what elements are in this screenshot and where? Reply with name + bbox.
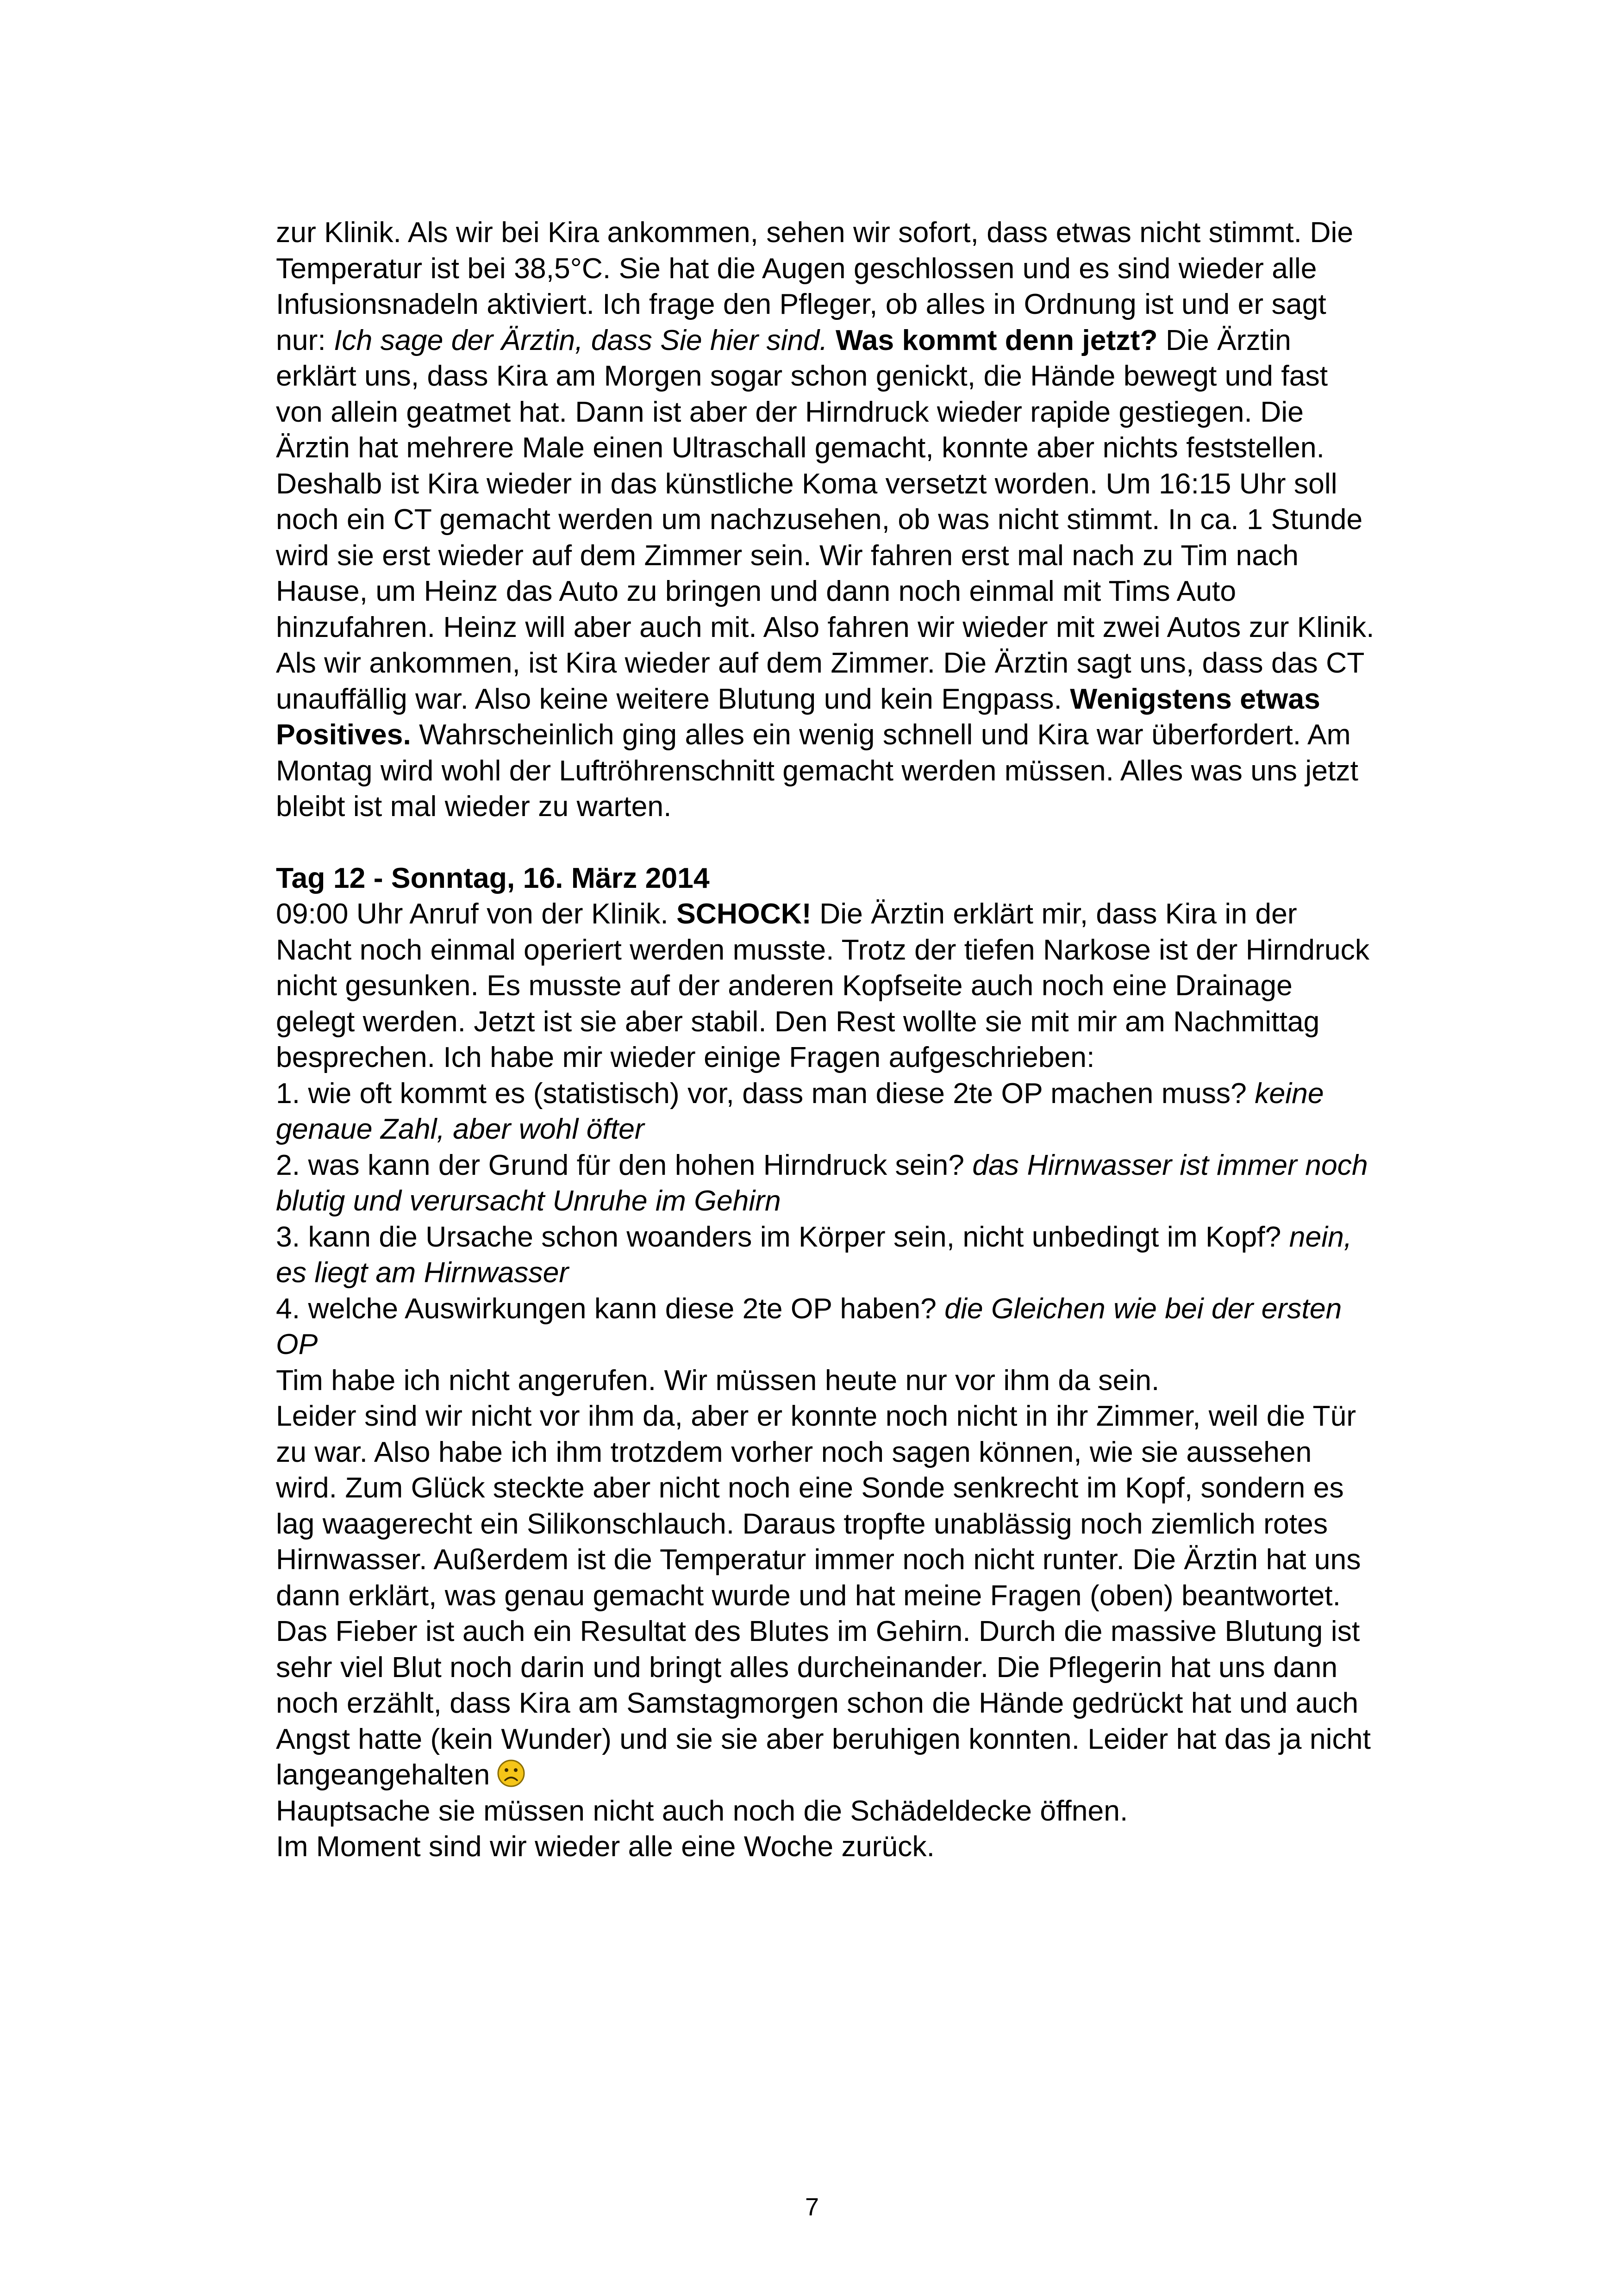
question-item [276,1219,1378,1291]
text-run: Die Ärztin erklärt uns, dass Kira am Morgen sogar schon genickt, die Hände bewegt und fast von allein geatmet hat. Dann ist aber der Hirndruck wieder rapide gestiegen. Die Ärztin hat mehrere Male einen Ultraschall gemacht, konnte aber nichts feststellen. Deshalb ist Kira wieder in das künstliche Koma versetzt worden. Um 16:15 Uhr soll noch ein CT gemacht werden um nachzusehen, ob was nicht stimmt. In ca. 1 Stunde wird sie erst wieder auf dem Zimmer sein. Wir fahren erst mal nach zu Tim nach Hause, um Heinz das Auto zu bringen und dann noch einmal mit Tims Auto hinzufahren. Heinz will aber auch mit. Also fahren wir wieder mit zwei Autos zur Klinik. Als wir ankommen, ist Kira wieder auf dem Zimmer. Die Ärztin sagt uns, dass das CT unauffällig war. Also keine weitere Blutung und kein Engpass. [276,324,1374,715]
text-run: zur Klinik. Als wir bei Kira ankommen, sehen wir sofort, dass etwas nicht stimmt. Die Temperatur ist bei 38,5°C. Sie hat die Augen geschlossen und es sind wieder alle Infusionsnadeln aktiviert. Ich frage den Pfleger, ob alles in Ordnung ist und er sagt nur: [276,216,1354,356]
paragraph-body [276,1398,1378,1793]
page-content [276,215,1378,1865]
question-item [276,1148,1378,1219]
line-hauptsache: Hauptsache sie müssen nicht auch noch die Schädeldecke öffnen. [276,1794,1128,1827]
bold-question: Was kommt denn jetzt? [835,324,1158,356]
question-text: 4. welche Auswirkungen kann diese 2te OP haben? [276,1292,945,1325]
page-number: 7 [805,2193,819,2221]
day-intro [276,896,1378,1076]
text-run: Wahrscheinlich ging alles ein wenig schnell und Kira war überfordert. Am Montag wird wohl der Luftröhrenschnitt gemacht werden müssen. Alles was uns jetzt bleibt ist mal wieder zu warten. [276,718,1358,823]
bold-positive: Wenigstens etwas Positives. [276,682,1320,751]
text-run: Leider sind wir nicht vor ihm da, aber er konnte noch nicht in ihr Zimmer, weil die Tür zu war. Also habe ich ihm trotzdem vorher noch sagen können, wie sie aussehen wird. Zum Glück steckte aber nicht noch eine Sonde senkrecht im Kopf, sondern es lag waagerecht ein Silikonschlauch. Daraus tropfte unablässig noch ziemlich rotes Hirnwasser. Außerdem ist die Temperatur immer noch nicht runter. Die Ärztin hat uns dann erklärt, was genau gemacht wurde und hat meine Fragen (oben) beantwortet. Das Fieber ist auch ein Resultat des Blutes im Gehirn. Durch die massive Blutung ist sehr viel Blut noch darin und bringt alles durcheinander. Die Pflegerin hat uns dann noch erzählt, dass Kira am Samstagmorgen schon die Hände gedrückt hat und auch Angst hatte (kein Wunder) und sie sie aber beruhigen konnten. Leider hat das ja nicht langeangehalten [276,1400,1371,1791]
question-text: 1. wie oft kommt es (statistisch) vor, dass man diese 2te OP machen muss? [276,1077,1255,1110]
paragraph-intro [276,215,1378,825]
text-run: 09:00 Uhr Anruf von der Klinik. [276,898,677,930]
answer-text: nein, es liegt am Hirnwasser [276,1220,1352,1289]
question-item [276,1291,1378,1363]
day-heading: Tag 12 - Sonntag, 16. März 2014 [276,861,710,894]
italic-quote: Ich sage der Ärztin, dass Sie hier sind. [334,324,828,356]
bold-shock: SCHOCK! [676,898,812,930]
tim-line: Tim habe ich nicht angerufen. Wir müssen heute nur vor ihm da sein. [276,1364,1160,1397]
question-text: 2. was kann der Grund für den hohen Hirndruck sein? [276,1148,973,1181]
question-text: 3. kann die Ursache schon woanders im Körper sein, nicht unbedingt im Kopf? [276,1220,1289,1253]
answer-text: keine genaue Zahl, aber wohl öfter [276,1077,1324,1145]
line-moment: Im Moment sind wir wieder alle eine Woche zurück. [276,1830,935,1863]
question-item [276,1076,1378,1148]
text-run: Die Ärztin erklärt mir, dass Kira in der Nacht noch einmal operiert werden musste. Trotz der tiefen Narkose ist der Hirndruck nicht gesunken. Es musste auf der anderen Kopfseite auch noch eine Drainage gelegt werden. Jetzt ist sie aber stabil. Den Rest wollte sie mit mir am Nachmittag besprechen. Ich habe mir wieder einige Fragen aufgeschrieben: [276,898,1370,1073]
answer-text: die Gleichen wie bei der ersten OP [276,1292,1342,1360]
sad-face-icon [496,1759,526,1788]
answer-text: das Hirnwasser ist immer noch blutig und verursacht Unruhe im Gehirn [276,1148,1368,1217]
